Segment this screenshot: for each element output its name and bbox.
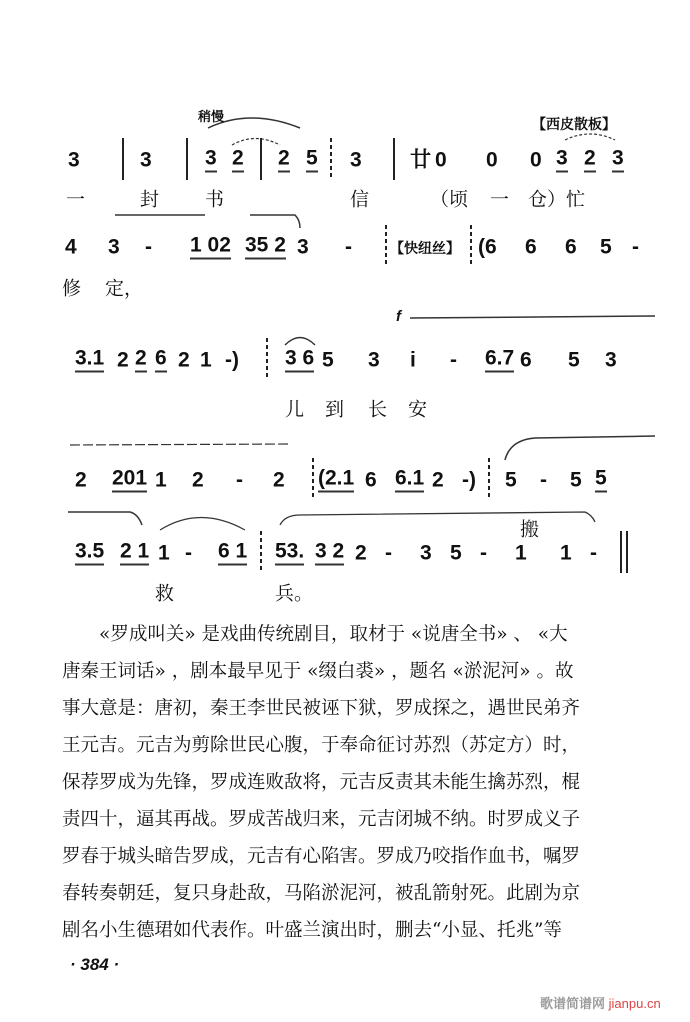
note-token: 6 [565, 235, 577, 259]
note-token: 6 [520, 348, 532, 372]
bar-line [260, 138, 262, 180]
lyric-syllable: 定， [105, 277, 144, 300]
note-token: 4 [65, 235, 77, 259]
note-token: 5 [600, 235, 612, 259]
note-token: - [632, 235, 639, 259]
note-token: 201 [112, 468, 147, 493]
mode-marking-kuainiusi: 【快纽丝】 [390, 240, 460, 256]
text-line: 剧名小生德珺如代表作。叶盛兰演出时，删去“小显、托兆”等 [62, 920, 562, 941]
mode-marking-xipi: 【西皮散板】 [532, 116, 616, 132]
note-token: 2 [192, 468, 204, 492]
bar-line [626, 531, 628, 573]
note-token: 2 [178, 348, 190, 372]
text-line: 春转奏朝廷，复只身赴敌，马陷淤泥河，被乱箭射死。此剧为京 [62, 883, 581, 904]
note-token: 3 [297, 235, 309, 259]
note-token: 0 [530, 148, 542, 172]
lyric-syllable: 封 [140, 188, 160, 211]
lyric-syllable: （顷 [430, 188, 469, 211]
bar-line [186, 138, 188, 180]
note-token: 5 [568, 348, 580, 372]
note-token: 3 [205, 148, 217, 173]
text-line: 唐秦王词话» ，剧本最早见于 «缀白裘» ，题名 «淤泥河» 。故 [62, 661, 574, 682]
lyric-syllable: 救 [155, 582, 175, 605]
note-token: (2.1 [318, 468, 354, 493]
note-token: 1 02 [190, 235, 231, 260]
lyric-syllable: 兵。 [275, 582, 314, 605]
note-token: 2 [584, 148, 596, 173]
note-token: 3 [556, 148, 568, 173]
watermark-cn: 歌谱简谱网 [540, 996, 606, 1011]
text-line: 罗春于城头暗告罗成，元吉有心陷害。罗成乃咬指作血书，嘱罗 [62, 846, 581, 867]
note-token: 3.1 [75, 348, 104, 373]
note-token: (6 [478, 235, 497, 259]
tempo-marking: 稍慢 [198, 109, 225, 124]
bar-line [330, 138, 332, 180]
note-token: - [236, 468, 243, 492]
bar-line [260, 531, 262, 573]
bar-line [385, 225, 387, 267]
note-token: 5 [570, 468, 582, 492]
note-token: 1 [155, 468, 167, 492]
note-token: 2 [117, 348, 129, 372]
note-token: - [450, 348, 457, 372]
note-token: - [385, 541, 392, 565]
text-line: «罗成叫关» 是戏曲传统剧目，取材于 «说唐全书» 、 «大 [62, 624, 568, 645]
lyric-syllable: 到 [325, 398, 345, 421]
bar-line [488, 458, 490, 500]
lyric-syllable: 一 [66, 188, 86, 211]
note-token: 3 [605, 348, 617, 372]
bar-line [312, 458, 314, 500]
text-line: 责四十，逼其再战。罗成苦战归来，元吉闭城不纳。时罗成义子 [62, 809, 581, 830]
lyric-syllable: 一 [490, 188, 510, 211]
bar-line [122, 138, 124, 180]
note-token: -) [225, 348, 239, 372]
watermark-url: jianpu.cn [608, 996, 661, 1011]
note-token: - [345, 235, 352, 259]
note-token: 3 [368, 348, 380, 372]
lyric-syllable: 信 [350, 188, 370, 211]
note-token: 1 [515, 541, 527, 565]
note-token: - [185, 541, 192, 565]
note-token: i [410, 348, 416, 372]
note-token: 5 [306, 148, 318, 173]
note-token: 2 [135, 348, 147, 373]
note-token: 0 [486, 148, 498, 172]
lyric-syllable: 仓）忙 [528, 188, 586, 211]
lyric-syllable: 搬 [520, 518, 540, 541]
note-token: 2 [355, 541, 367, 565]
note-token: 53. [275, 541, 304, 566]
note-token: - [145, 235, 152, 259]
text-line: 王元吉。元吉为剪除世民心腹，于奉命征讨苏烈（苏定方）时， [62, 735, 581, 756]
note-token: 6 1 [218, 541, 247, 566]
note-token: 35 2 [245, 235, 286, 260]
note-token: 2 [278, 148, 290, 173]
bar-line [266, 338, 268, 380]
lyric-syllable: 长 [368, 398, 388, 421]
text-line: 保荐罗成为先锋，罗成连败敌将，元吉反责其未能生擒苏烈，棍 [62, 772, 581, 793]
dynamic-forte: f [396, 308, 401, 325]
note-token: 3 [108, 235, 120, 259]
note-token: -) [462, 468, 476, 492]
note-token: 5 [505, 468, 517, 492]
note-token: 1 [560, 541, 572, 565]
note-token: 3 [420, 541, 432, 565]
lyric-syllable: 儿 [285, 398, 305, 421]
note-token: 3 6 [285, 348, 314, 373]
note-token: 2 1 [120, 541, 149, 566]
note-token: 1 [158, 541, 170, 565]
note-token: 6 [155, 348, 167, 373]
note-token: 廿 [410, 148, 431, 172]
note-token: 6.7 [485, 348, 514, 373]
note-token: 6.1 [395, 468, 424, 493]
note-token: 3 [612, 148, 624, 173]
commentary-paragraph [62, 616, 652, 949]
note-token: 3 [68, 148, 80, 172]
bar-line [620, 531, 622, 573]
note-token: 3 [140, 148, 152, 172]
note-token: - [540, 468, 547, 492]
note-token: 3 2 [315, 541, 344, 566]
note-token: 5 [450, 541, 462, 565]
note-token: 2 [432, 468, 444, 492]
note-token: 6 [525, 235, 537, 259]
note-token: 3.5 [75, 541, 104, 566]
note-token: 2 [75, 468, 87, 492]
note-token: 5 [322, 348, 334, 372]
lyric-syllable: 安 [408, 398, 428, 421]
note-token: 3 [350, 148, 362, 172]
page-number: · 384 · [70, 955, 120, 974]
note-token: 5 [595, 468, 607, 493]
lyric-syllable: 修 [62, 277, 82, 300]
note-token: 1 [200, 348, 212, 372]
watermark [540, 993, 661, 1012]
bar-line [470, 225, 472, 267]
lyric-syllable: 书 [205, 188, 225, 211]
bar-line [393, 138, 395, 180]
text-line: 事大意是：唐初，秦王李世民被诬下狱，罗成探之，遇世民弟齐 [62, 698, 581, 719]
note-token: 2 [273, 468, 285, 492]
note-token: - [590, 541, 597, 565]
note-token: 6 [365, 468, 377, 492]
note-token: - [480, 541, 487, 565]
note-token: 0 [435, 148, 447, 172]
note-token: 2 [232, 148, 244, 173]
